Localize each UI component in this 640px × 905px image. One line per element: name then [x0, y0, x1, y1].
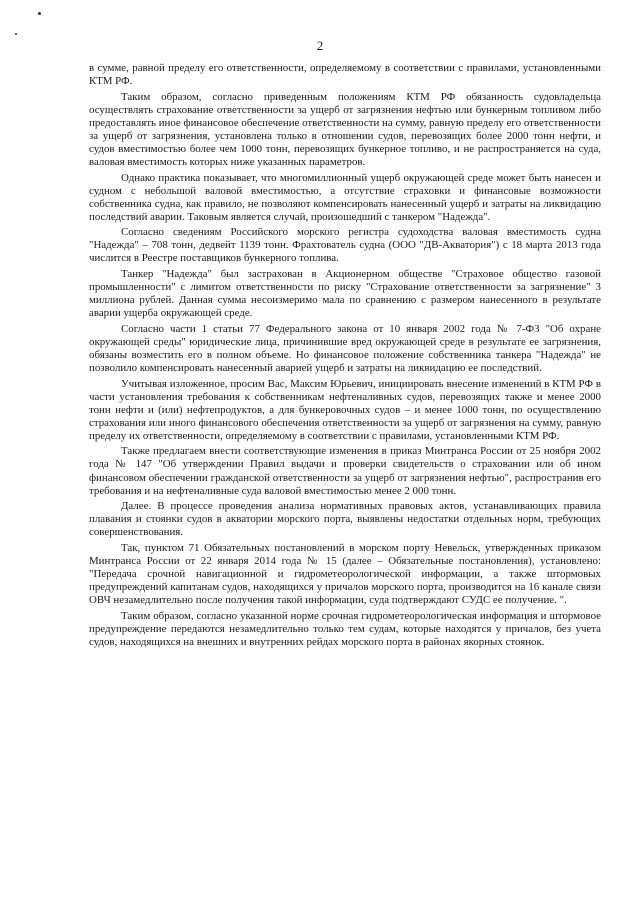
paragraph-further: Далее. В процессе проведения анализа нормативных правовых актов, устанавливающих правила плавания и стоянки судов в акватории морского порта, выявлены недостатки отдельных норм, требующих совершенствования.: [89, 500, 601, 539]
paragraph-conclusion: Таким образом, согласно указанной норме срочная гидрометеорологическая информация и штормовое предупреждение передаются незамедлительно только тем судам, которые находятся у причалов, без учета судов, находящихся на внешних и внутренних рейдах морского порта в районах якорных стоянок.: [89, 609, 601, 648]
page-number: 2: [316, 38, 324, 53]
paragraph-continuation: в сумме, равной пределу его ответственности, определяемому в соответствии с правилами, установленными КТМ РФ.: [89, 62, 601, 88]
document-body: [89, 62, 601, 651]
paragraph-request: Учитывая изложенное, просим Вас, Максим Юрьевич, инициировать внесение изменений в КТМ РФ в части установления требования к собственникам нефтеналивных судов, перевозящих также и менее 2000 тонн нефти и (или) нефтепродуктов, а для бункеровочных судов – и менее 1000 тонн, по осуществлению страхования или иного финансового обеспечения ответственности за ущерб от загрязнения на сумму, равную пределу их ответственности, определяемому в соответствии с правилами, установленными КТМ РФ.: [89, 377, 601, 442]
paragraph-register-info: Согласно сведениям Российского морского регистра судоходства валовая вместимость судна "Надежда" – 708 тонн, дедвейт 1139 тонн. Фрахтователь судна (ООО "ДВ-Акватория") с 18 марта 2013 года числится в Реестре поставщиков бункерного топлива.: [89, 226, 601, 265]
paragraph-summary-ktm: Таким образом, согласно приведенным положениям КТМ РФ обязанность судовладельца осуществлять страхование ответственности за ущерб от загрязнения нефтью или бункерным топливом либо предоставлять иное финансовое обеспечение ответственности на сумму, равную пределу его ответственности за ущерб от загрязнения, установлена только в отношении судов, перевозящих более 2000 тонн нефти, и судов вместимостью более чем 1000 тонн, перевозящих бункерное топливо, и не распространяется на суда, валовая вместимость которых ниже указанных параметров.: [89, 90, 601, 169]
paragraph-practice: Однако практика показывает, что многомиллионный ущерб окружающей среде может быть нанесен и судном с небольшой валовой вместимостью, а отсутствие страховки и финансовые возможности собственника судна, как правило, не позволяют компенсировать нанесенный ущерб и затраты на ликвидацию последствий аварии. Таковым является случай, произошедший с танкером "Надежда".: [89, 171, 601, 223]
paragraph-federal-law: Согласно части 1 статьи 77 Федерального закона от 10 января 2002 года № 7-ФЗ "Об охране окружающей среды" юридические лица, причинившие вред окружающей среде в результате ее загрязнения, обязаны возместить его в полном объеме. Но финансовое положение собственника танкера "Надежда" не позволило компенсировать нанесенный аварией ущерб и затраты на ликвидацию ее последствий.: [89, 322, 601, 375]
paragraph-point-71: Так, пунктом 71 Обязательных постановлений в морском порту Невельск, утвержденных приказом Минтранса России от 22 января 2014 года № 15 (далее – Обязательные постановления), установлено: "Передача срочной навигационной и гидрометеорологической информации, а также штормовых предупреждений капитанам судов, находящихся у причалов морского порта, производится на 16 канале связи ОВЧ незамедлительно после получения такой информации, суда подтверждают СУДС ее получение. ".: [89, 541, 601, 607]
scan-speck: [38, 12, 41, 15]
paragraph-proposal: Также предлагаем внести соответствующие изменения в приказ Минтранса России от 25 ноября 2002 года № 147 "Об утверждении Правил выдачи и проверки свидетельств о страховании или об ином финансовом обеспечении гражданской ответственности за ущерб от загрязнения нефтью", распространив его требования и на нефтеналивные суда валовой вместимостью менее 2 000 тонн.: [89, 445, 601, 497]
paragraph-insurance: Танкер "Надежда" был застрахован в Акционерном обществе "Страховое общество газовой промышленности" с лимитом ответственности по риску "Страхование ответственности за загрязнение" 3 миллиона рублей. Данная сумма несоизмеримо мала по сравнению с размером нанесенного в результате аварии ущерба окружающей среде.: [89, 267, 601, 320]
scan-speck: [15, 33, 17, 35]
